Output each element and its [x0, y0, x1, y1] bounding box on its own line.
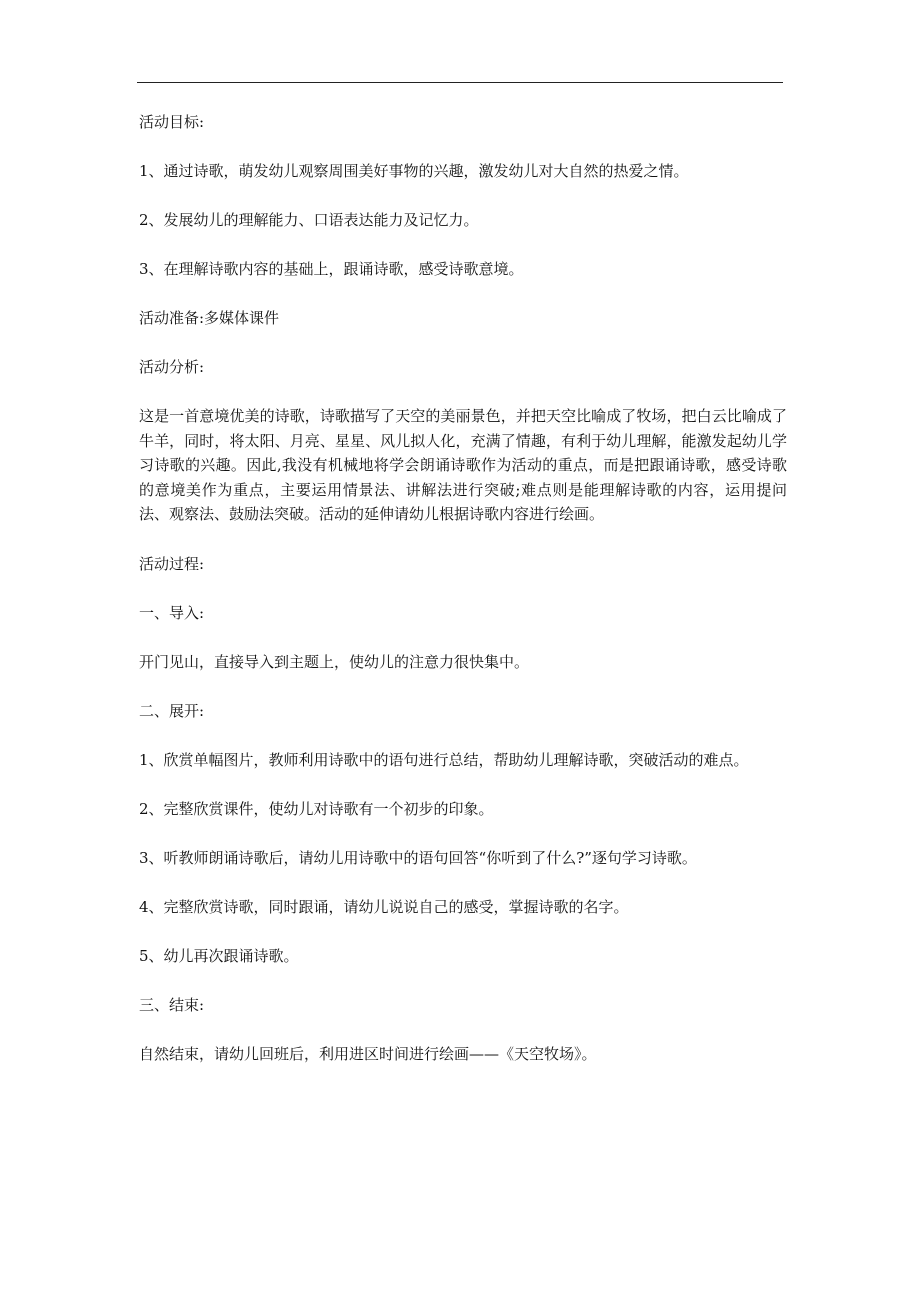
header-rule [137, 82, 783, 83]
goal-item-2: 2、发展幼儿的理解能力、口语表达能力及记忆力。 [139, 211, 479, 229]
section-heading-process: 活动过程: [139, 554, 205, 573]
expand-item-2: 2、完整欣赏课件，使幼儿对诗歌有一个初步的印象。 [139, 799, 494, 818]
section-heading-goals: 活动目标: [139, 113, 205, 131]
step-heading-intro: 一、导入: [139, 603, 205, 622]
expand-item-5: 5、幼儿再次跟诵诗歌。 [139, 946, 299, 965]
expand-item-1: 1、欣赏单幅图片，教师利用诗歌中的语句进行总结，帮助幼儿理解诗歌，突破活动的难点。 [139, 750, 749, 769]
section-heading-preparation: 活动准备:多媒体课件 [139, 309, 280, 327]
expand-item-4: 4、完整欣赏诗歌，同时跟诵，请幼儿说说自己的感受，掌握诗歌的名字。 [139, 897, 629, 916]
section-heading-analysis: 活动分析: [139, 358, 205, 376]
goal-item-1: 1、通过诗歌，萌发幼儿观察周围美好事物的兴趣，激发幼儿对大自然的热爱之情。 [139, 162, 689, 180]
step-heading-expand: 二、展开: [139, 701, 205, 720]
analysis-paragraph: 这是一首意境优美的诗歌，诗歌描写了天空的美丽景色，并把天空比喻成了牧场，把白云比喻成了牛羊，同时，将太阳、月亮、星星、风儿拟人化，充满了情趣，有利于幼儿理解，能激发起幼儿学习诗歌的兴趣。因此,我没有机械地将学会朗诵诗歌作为活动的重点，而是把跟诵诗歌，感受诗歌的意境美作为重点，主要运用情景法、讲解法进行突破;难点则是能理解诗歌的内容，运用提问法、观察法、鼓励法突破。活动的延伸请幼儿根据诗歌内容进行绘画。 [139, 407, 787, 523]
document-body [139, 110, 787, 1091]
step-heading-end: 三、结束: [139, 995, 205, 1014]
expand-item-3: 3、听教师朗诵诗歌后，请幼儿用诗歌中的语句回答“你听到了什么?”逐句学习诗歌。 [139, 848, 697, 867]
goal-item-3: 3、在理解诗歌内容的基础上，跟诵诗歌，感受诗歌意境。 [139, 260, 524, 278]
step-intro-text: 开门见山，直接导入到主题上，使幼儿的注意力很快集中。 [139, 652, 530, 671]
step-end-text: 自然结束，请幼儿回班后，利用进区时间进行绘画——《天空牧场》。 [139, 1044, 597, 1063]
